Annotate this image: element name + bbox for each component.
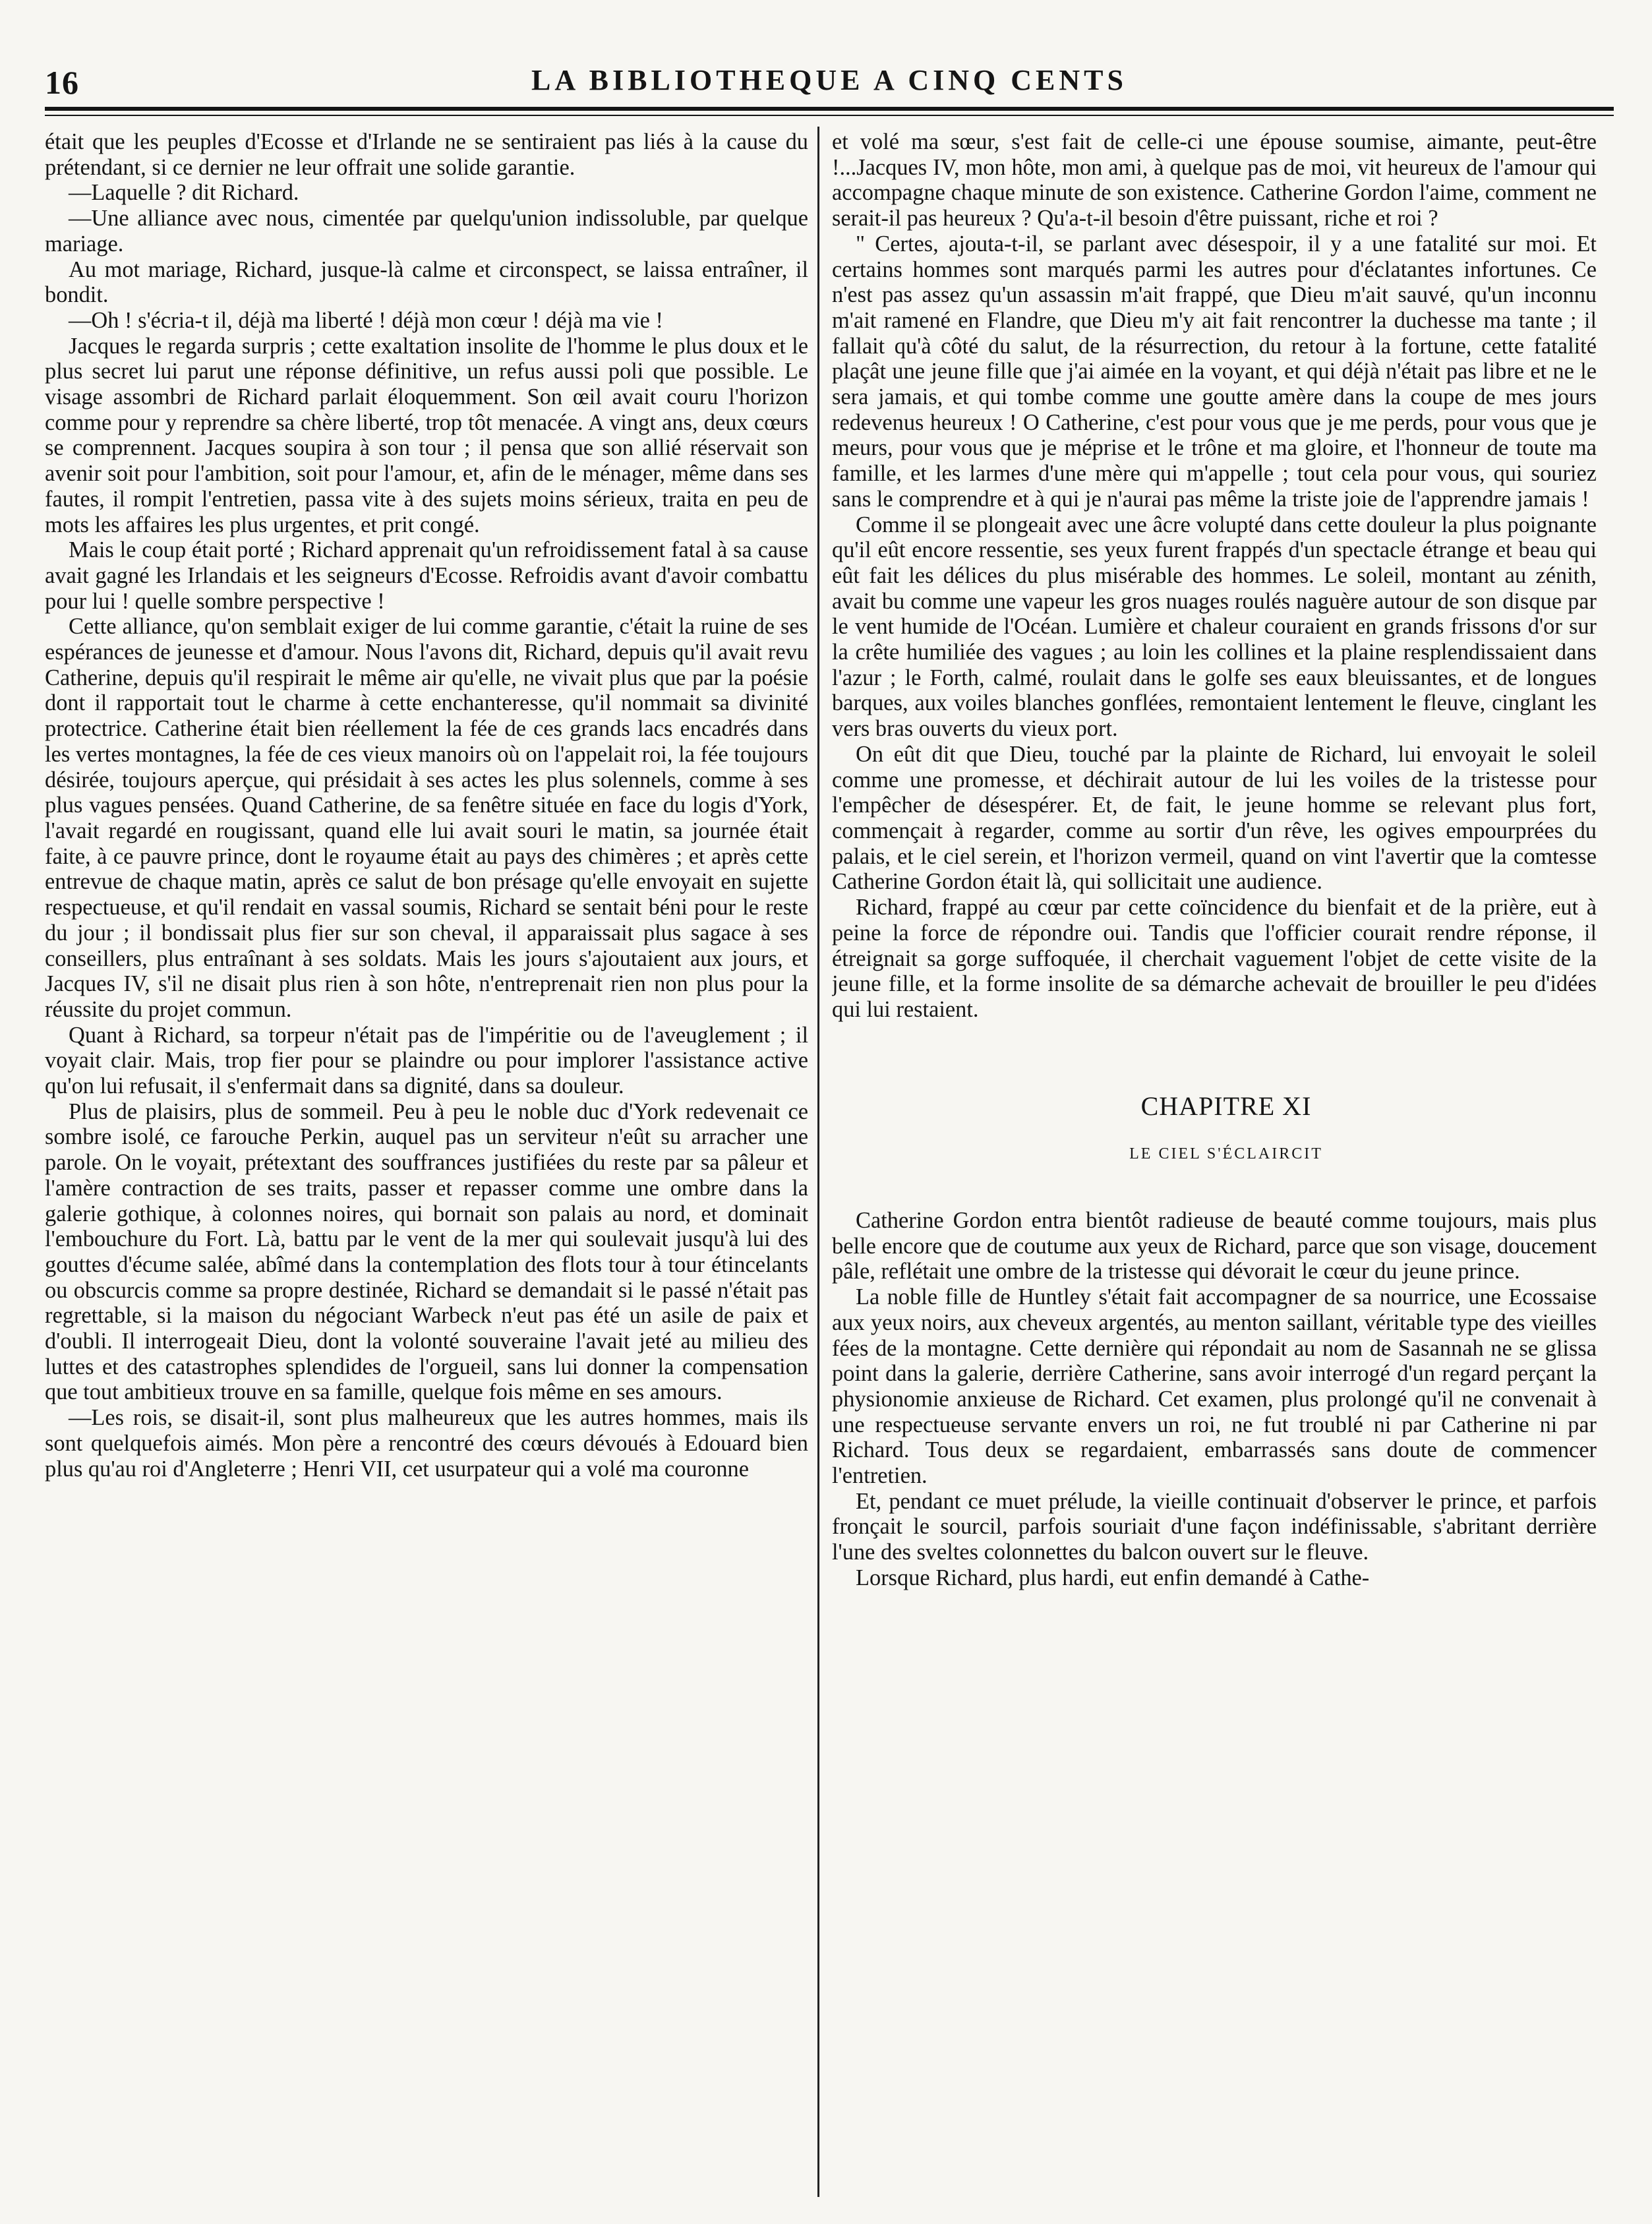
running-title: LA BIBLIOTHEQUE A CINQ CENTS [531,64,1127,96]
paragraph: —Oh ! s'écria-t il, déjà ma liberté ! déjà mon cœur ! déjà ma vie ! [69,307,663,333]
paragraph: —Une alliance avec nous, cimentée par quelqu'union indissoluble, par quelque mariage. [45,206,808,256]
paragraph: Jacques le regarda surpris ; cette exaltation insolite de l'homme le plus doux et le plus secret lui parut une réponse définitive, un refus aussi poli que possible. Le visage assombri de Richard parlait éloquemment. Son œil avait couru l'horizon comme pour y reprendre sa chère liberté, trop tôt menacée. A vingt ans, deux cœurs se comprennent. Jacques soupira à son tour ; il pensa que son allié réservait son avenir soit pour l'ambition, soit pour l'amour, et, afin de le ménager, même dans ses fautes, il rompit l'entretien, passa vite à des sujets moins sérieux, traita en peu de mots les affaires les plus urgentes, et prit congé. [45,333,808,537]
paragraph: Et, pendant ce muet prélude, la vieille continuait d'observer le prince, et parfois fronçait le sourcil, parfois souriait d'une façon indéfinissable, s'abritant derrière l'une des sveltes colonnettes du balcon ouvert sur le fleuve. [832,1488,1597,1565]
paragraph: On eût dit que Dieu, touché par la plainte de Richard, lui envoyait le soleil comme une promesse, et déchirait autour de lui les voiles de la tristesse pour l'empêcher de désespérer. Et, de fait, le jeune homme se relevant plus fort, commençait à regarder, comme au sortir d'un rêve, les ogives empourprées du palais, et le ciel serein, et l'horizon vermeil, quand on vint l'avertir que la comtesse Catherine Gordon était là, qui sollicitait une audience. [832,741,1597,895]
paragraph: Quant à Richard, sa torpeur n'était pas de l'impéritie ou de l'aveuglement ; il voyait clair. Mais, trop fier pour se plaindre ou pour implorer l'assistance active qu'on lui refusait, il s'enfermait dans sa dignité, dans sa douleur. [45,1022,808,1099]
paragraph: était que les peuples d'Ecosse et d'Irlande ne se sentiraient pas liés à la cause du prétendant, si ce dernier ne leur offrait une solide garantie. [45,129,808,180]
header-rule-thin [45,115,1614,116]
paragraph: Richard, frappé au cœur par cette coïncidence du bienfait et de la prière, eut à peine la force de répondre oui. Tandis que l'officier courait rendre réponse, il étreignait sa gorge suffoquée, il cherchait vaguement l'objet de cette visite de la jeune fille, et la forme insolite de sa démarche achevait de brouiller le peu d'idées qui lui restaient. [832,895,1597,1022]
page-number: 16 [45,64,79,101]
paragraph: Mais le coup était porté ; Richard apprenait qu'un refroidissement fatal à sa cause avait gagné les Irlandais et les seigneurs d'Ecosse. Refroidis avant d'avoir combattu pour lui ! quelle sombre perspective ! [45,537,808,614]
paragraph: Lorsque Richard, plus hardi, eut enfin demandé à Cathe- [856,1565,1370,1590]
paragraph: Plus de plaisirs, plus de sommeil. Peu à peu le noble duc d'York redevenait ce sombre isolé, ce farouche Perkin, auquel pas un serviteur n'eût su arracher une parole. On le voyait, prétextant des souffrances justifiées du reste par sa pâleur et l'amère contraction de ses traits, passer et repasser comme une ombre dans la galerie gothique, à colonnes noires, qui bornait son palais au nord, et dominait l'embouchure du Fort. Là, battu par le vent de la mer qui soulevait jusqu'à lui des gouttes d'écume salée, abîmé dans la contemplation des flots tour à tour étincelants ou obscurcis comme sa propre destinée, Richard se demandait si le passé n'était pas regrettable, si la maison du négociant Warbeck n'eut pas été un asile de paix et d'oubli. Il interrogeait Dieu, dont la volonté souveraine l'avait jeté au milieu des luttes et des catastrophes splendides de l'orgueil, sans lui donner la compensation que tout ambitieux trouve en sa famille, quelque fois même en ses amours. [45,1098,808,1405]
right-column [832,129,1597,2186]
column-divider [817,127,819,2197]
left-column [45,129,808,2186]
paragraph: Cette alliance, qu'on semblait exiger de lui comme garantie, c'était la ruine de ses espérances de jeunesse et d'amour. Nous l'avons dit, Richard, depuis qu'il avait revu Catherine, depuis qu'il respirait le même air qu'elle, ne vivait plus que par la poésie dont il rapportait tout le charme à cette enchanteresse, qu'il nommait sa divinité protectrice. Catherine était bien réellement la fée de ces grands lacs encadrés dans les vertes montagnes, la fée de ces vieux manoirs où on l'appelait roi, la fée toujours désirée, toujours aperçue, qui présidait à ses actes les plus solennels, comme à ses plus vagues pensées. Quand Catherine, de sa fenêtre située en face du logis d'York, l'avait regardé en rougissant, quand elle lui avait souri le matin, sa journée était faite, à ce pauvre prince, dont le royaume était au pays des chimères ; et après cette entrevue de chaque matin, après ce salut de bon présage qu'elle envoyait en sujette respectueuse, et qu'il rendait en vassal soumis, Richard se sentait béni pour le reste du jour ; il bondissait plus fier sur son cheval, il apparaissait plus sagace à ses conseillers, plus entraînant à ses soldats. Mais les jours s'ajoutaient aux jours, et Jacques IV, s'il ne disait plus rien à son hôte, n'entreprenait rien non plus pour la réussite du projet commun. [45,614,808,1022]
paragraph: " Certes, ajouta-t-il, se parlant avec désespoir, il y a une fatalité sur moi. Et certains hommes sont marqués parmi les autres pour d'éclatantes infortunes. Ce n'est pas assez qu'un assassin m'ait frappé, que Dieu m'ait sauvé, qu'un inconnu m'ait ramené en Flandre, que Dieu m'y ait fait rencontrer la duchesse ma tante ; il fallait qu'à côté du salut, de la résurrection, du retour à la fortune, cette fatalité plaçât une jeune fille que j'ai aimée en la voyant, et qui déjà n'était pas libre et ne le sera jamais, et qui tombe comme une goutte amère dans la coupe de mes jours redevenus heureux ! O Catherine, c'est pour vous que je me perds, pour vous que je meurs, pour vous que je méprise et le trône et ma gloire, et l'honneur de toute ma famille, et les larmes d'une mère qui m'appelle ; tout cela pour vous, qui souriez sans le comprendre et à qui je n'aurai pas même la triste joie de l'apprendre jamais ! [832,231,1597,512]
paragraph: La noble fille de Huntley s'était fait accompagner de sa nourrice, une Ecossaise aux yeux noirs, aux cheveux argentés, au menton saillant, véritable type des vieilles fées de la montagne. Cette dernière qui répondait au nom de Sasannah ne se glissa point dans la galerie, derrière Catherine, sans avoir interrogé d'un regard perçant la physionomie anxieuse de Richard. Cet examen, plus prolongé qu'il ne convenait à une respectueuse servante envers un roi, ne fut troublé ni par Catherine ni par Richard. Tous deux se regardaient, embarrassés sans doute de commencer l'entretien. [832,1284,1597,1489]
paragraph: —Laquelle ? dit Richard. [69,180,299,206]
page-header [45,63,1614,103]
chapter-title: CHAPITRE XI [1140,1091,1312,1121]
paragraph: —Les rois, se disait-il, sont plus malheureux que les autres hommes, mais ils sont quelquefois aimés. Mon père a rencontré des cœurs dévoués à Edouard bien plus qu'au roi d'Angleterre ; Henri VII, cet usurpateur qui a volé ma couronne [45,1405,808,1482]
paragraph: et volé ma sœur, s'est fait de celle-ci une épouse soumise, aimante, peut-être !...Jacques IV, mon hôte, mon ami, à quelque pas de moi, vit heureux de l'amour qui accompagne chaque minute de son existence. Catherine Gordon l'aime, comment ne serait-il pas heureux ? Qu'a-t-il besoin d'être puissant, riche et roi ? [832,129,1597,231]
paragraph: Catherine Gordon entra bientôt radieuse de beauté comme toujours, mais plus belle encore que de coutume aux yeux de Richard, parce que son visage, doucement pâle, reflétait une ombre de la tristesse qui dévorait le cœur du jeune prince. [832,1208,1597,1284]
chapter-subtitle: LE CIEL S'ÉCLAIRCIT [1129,1145,1323,1163]
paragraph: Comme il se plongeait avec une âcre volupté dans cette douleur la plus poignante qu'il eût encore ressentie, ses yeux furent frappés d'un spectacle étrange et beau qui eût fait les délices du plus misérable des hommes. Le soleil, montant au zénith, avait bu comme une vapeur les gros nuages roulés naguère autour de son disque par le vent humide de l'Océan. Lumière et chaleur couraient en grands frissons d'or sur la crête humiliée des vagues ; au loin les collines et la plaine resplendissaient dans l'azur ; le Forth, calmé, roulait dans le golfe ses eaux bleuissantes, et de longues barques, aux voiles blanches gonflées, remontaient lentement le fleuve, cinglant les vers bras ouverts du vieux port. [832,512,1597,742]
paragraph: Au mot mariage, Richard, jusque-là calme et circonspect, se laissa entraîner, il bondit. [45,256,808,308]
header-rule-thick [45,107,1614,111]
